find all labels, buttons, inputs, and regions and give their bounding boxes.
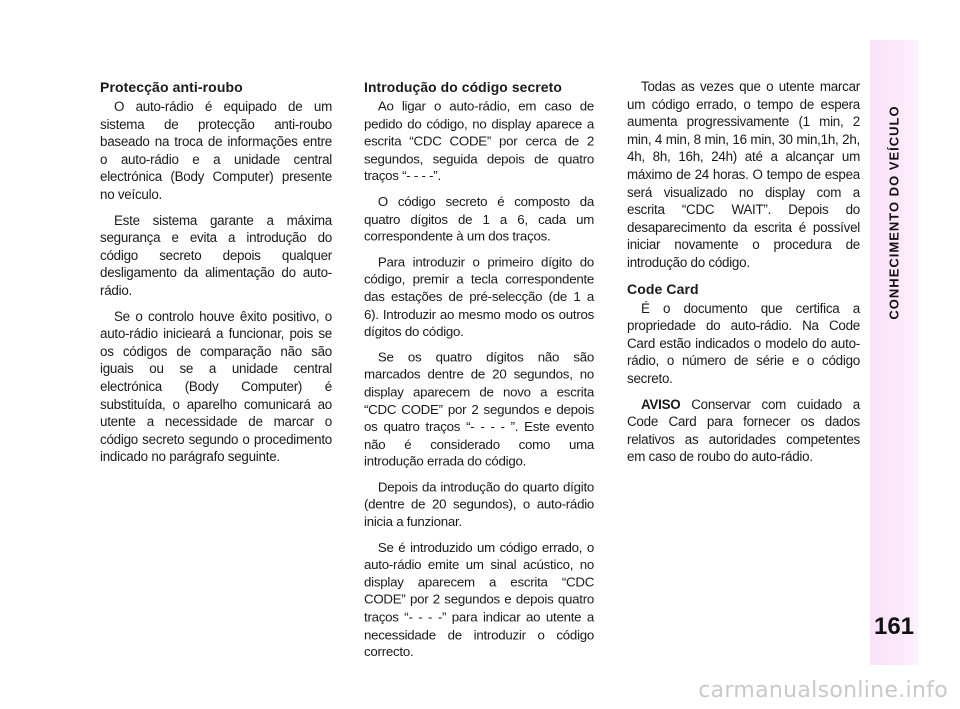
heading-code-card: Code Card xyxy=(627,280,699,297)
aviso-text: Conservar com cuidado a Code Card para fornecer os dados relativos as autoridades competentes em caso de roubo do auto-rádio. xyxy=(627,396,860,465)
column-left xyxy=(100,78,332,474)
paragraph: O auto-rádio é equipado de um sistema de protecção anti-roubo baseado na troca de informações entre o auto-rádio e a unidade central electrónica (Body Computer) presente no veículo. xyxy=(100,99,332,202)
column-right xyxy=(627,78,860,474)
paragraph: Todas as vezes que o utente marcar um código errado, o tempo de espera aumenta progressivamente (1 min, 2 min, 4 min, 8 min, 16 min, 30 min,1h, 2h, 4h, 8h, 16h, 24h) até a alcançar um máximo de 24 horas. O tempo de espea será visualizado no display com a escrita “CDC WAIT”. Depois do desaparecimento da escrita é possível iniciar novamente o procedura de introdução do código. xyxy=(627,79,860,270)
aviso-label: AVISO xyxy=(641,396,681,412)
paragraph: Se os quatro dígitos não são marcados dentre de 20 segundos, no display aparecem de novo a escrita “CDC CODE” por 2 segundos e depois os quatro traços “- - - - ”. Este evento não é considerado como uma introdução errada do código. xyxy=(364,349,595,469)
section-sidebar xyxy=(870,40,918,665)
page-number: 161 xyxy=(873,613,915,640)
paragraph: Se é introduzido um código errado, o auto-rádio emite um sinal acústico, no display aparecem a escrita “CDC CODE” por 2 segundos e depois quatro traços “- - - -” para indicar ao utente a necessidade de introduzir o código correcto. xyxy=(364,539,595,660)
heading-secret-code: Introdução do código secreto xyxy=(364,78,562,95)
paragraph: Este sistema garante a máxima segurança e evita a introdução do código secreto depois qualquer desligamento da alimentação do auto-rádio. xyxy=(100,212,332,298)
watermark: carmanualsonline.info xyxy=(698,678,948,703)
heading-anti-theft: Protecção anti-roubo xyxy=(100,79,243,95)
aviso-note xyxy=(627,396,860,466)
paragraph: Depois da introdução do quarto dígito (dentre de 20 segundos), o auto-rádio inicia a funzionar. xyxy=(364,479,595,530)
column-middle xyxy=(364,78,594,669)
section-title: CONHECIMENTO DO VEÍCULO xyxy=(886,105,902,320)
paragraph: O código secreto é composto da quatro dígitos de 1 a 6, cada um correspondente à um dos traços. xyxy=(364,193,595,244)
paragraph: É o documento que certifica a propriedade do auto-rádio. Na Code Card estão indicados o modelo do auto-rádio, o número de série e o código secreto. xyxy=(627,300,860,386)
paragraph: Se o controlo houve êxito positivo, o auto-rádio inicieará a funcionar, pois se os códigos de comparação não são iguais ou se a unidade central electrónica (Body Computer) é substituída, o aparelho comunicará ao utente a necessidade de marcar o código secreto segundo o procedimento indicado no parágrafo seguinte. xyxy=(100,308,332,465)
paragraph: Ao ligar o auto-rádio, em caso de pedido do código, no display aparece a escrita “CDC CODE” por cerca de 2 segundos, seguida depois de quatro traços “- - - -”. xyxy=(364,98,595,184)
paragraph: Para introduzir o primeiro dígito do código, premir a tecla correspondente das estações de pré-selecção (de 1 a 6). Introduzir ao mesmo modo os outros dígitos do código. xyxy=(364,254,595,339)
